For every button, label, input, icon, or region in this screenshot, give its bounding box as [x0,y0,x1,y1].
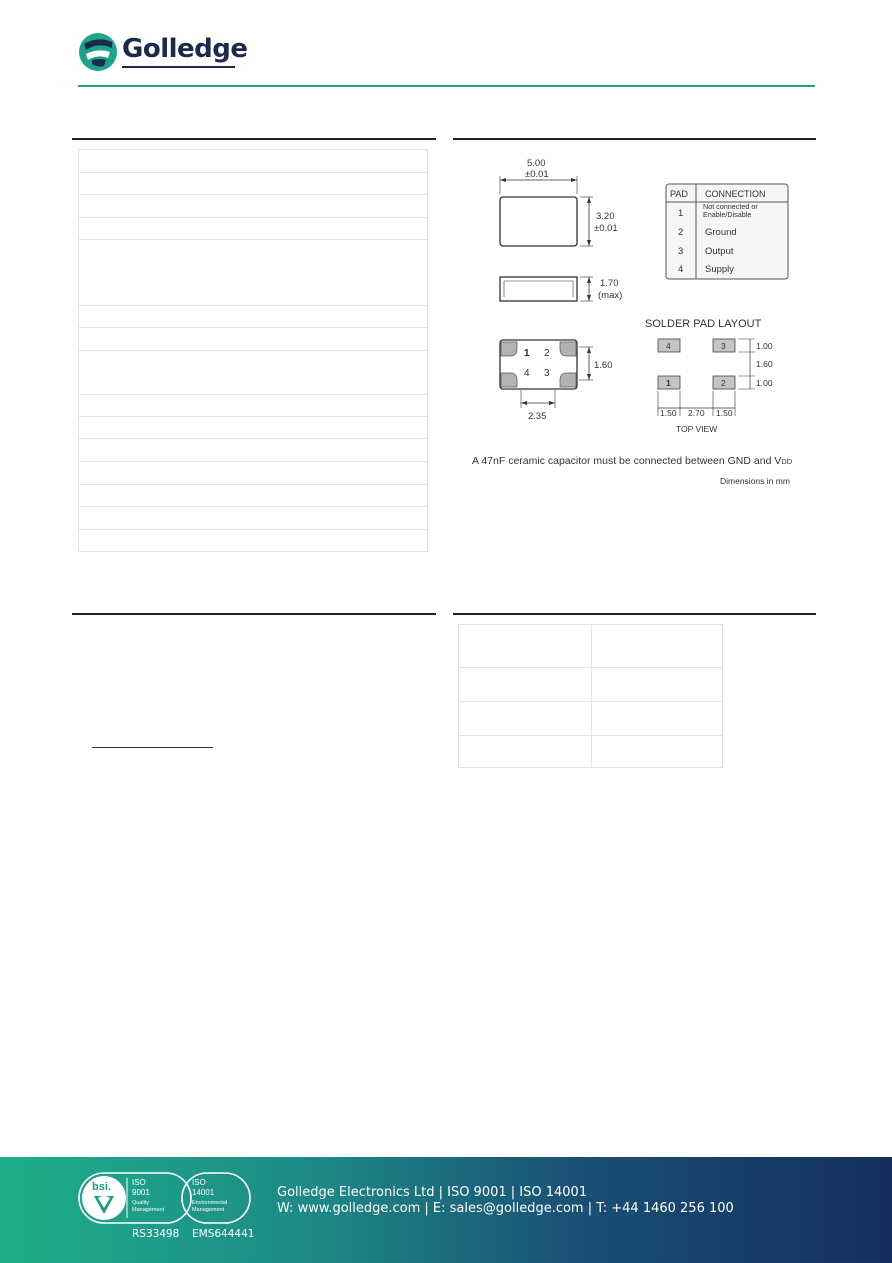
capacitor-note: A 47nF ceramic capacitor must be connected between GND and VDD [472,455,793,467]
iso-14001-title: ISO [192,1178,206,1187]
table-row [79,438,427,439]
solder-pad-layout [645,318,773,434]
frequency-table [458,624,723,768]
section-rule-frequencies [453,613,816,615]
table-row [79,484,427,485]
table-row [79,194,427,195]
package-bottom-view [500,340,613,422]
dim-height-note: (max) [598,290,623,301]
section-rule-drawing [453,138,816,140]
pinout-pad-3: 3 [678,246,684,257]
table-row [79,416,427,417]
pinout-header-pad: PAD [670,189,688,199]
golledge-logo [78,32,248,72]
iso-14001-desc2: Management [192,1207,225,1213]
solder-dim-right-3: 1.00 [756,378,773,388]
brand-underline [122,66,235,68]
package-drawing [455,150,815,490]
iso-9001-desc2: Management [132,1207,165,1213]
pinout-connection-4: Supply [705,264,735,275]
iso-9001-number: 9001 [132,1188,150,1197]
dim-length-tol: ±0.01 [525,169,549,180]
dim-width-tol: ±0.01 [594,223,618,234]
iso-9001-title: ISO [132,1178,146,1187]
dim-width: 3.20 [596,211,615,222]
table-row [79,394,427,395]
table-row [79,217,427,218]
pad-label-2: 2 [544,348,550,359]
pad-label-1: 1 [524,348,530,359]
brand-name: Golledge [122,34,248,64]
table-row [79,506,427,507]
table-row [79,461,427,462]
solder-pad-1: 1 [666,378,671,388]
units-note: Dimensions in mm [720,476,790,486]
iso-14001-desc1: Environmental [192,1200,228,1206]
table-row [79,529,427,530]
dim-pad-span-v: 1.60 [594,360,613,371]
package-side-view [500,277,622,301]
bsi-certification-badge [78,1172,251,1224]
golledge-logo-icon [78,32,118,72]
pinout-connection-1: Not connected or Enable/Disable [703,203,758,219]
cert-code-rs: RS33498 [132,1228,180,1240]
table-row [459,667,722,668]
solder-dim-right-1: 1.00 [756,341,773,351]
footer-contact-line[interactable]: W: www.golledge.com | E: sales@golledge.com | T: +44 1460 256 100 [277,1201,734,1216]
cert-code-ems: EMS644441 [192,1228,255,1240]
package-top-outline [500,158,618,246]
specification-table [78,149,428,552]
solder-dim-bottom-3: 1.50 [716,408,733,418]
table-row [79,305,427,306]
solder-pad-4: 4 [666,341,671,351]
section-rule-ordering [72,613,436,615]
pad-label-4: 4 [524,368,530,379]
solder-pad-3: 3 [721,341,726,351]
iso-14001-number: 14001 [192,1188,215,1197]
solder-pad-2: 2 [721,378,726,388]
pinout-header-connection: CONNECTION [705,189,766,199]
solder-dim-right-2: 1.60 [756,359,773,369]
table-row [79,239,427,240]
pinout-pad-4: 4 [678,264,684,275]
table-row [79,172,427,173]
dim-pad-span-h: 2.35 [528,411,547,422]
ordering-link-underline[interactable] [92,747,213,748]
pinout-pad-2: 2 [678,227,684,238]
pinout-connection-2: Ground [705,227,737,238]
table-row [459,701,722,702]
pad-label-3: 3 [544,368,550,379]
table-row [459,735,722,736]
table-row [79,327,427,328]
top-view-label: TOP VIEW [676,424,718,434]
header-divider [78,85,815,87]
footer-company-line: Golledge Electronics Ltd | ISO 9001 | ISO 14001 [277,1185,588,1200]
table-column-divider [591,625,592,767]
iso-9001-desc1: Quality [132,1200,150,1206]
pinout-table [666,184,788,279]
solder-dim-bottom-2: 2.70 [688,408,705,418]
section-rule-specs [72,138,436,140]
pinout-pad-1: 1 [678,208,684,219]
solder-dim-bottom-1: 1.50 [660,408,677,418]
dim-height: 1.70 [600,278,619,289]
bsi-text: bsi. [92,1181,111,1193]
table-row [79,350,427,351]
dim-length: 5.00 [527,158,546,169]
table-row [79,149,427,150]
solder-pad-title: SOLDER PAD LAYOUT [645,318,762,330]
pinout-connection-3: Output [705,246,734,257]
